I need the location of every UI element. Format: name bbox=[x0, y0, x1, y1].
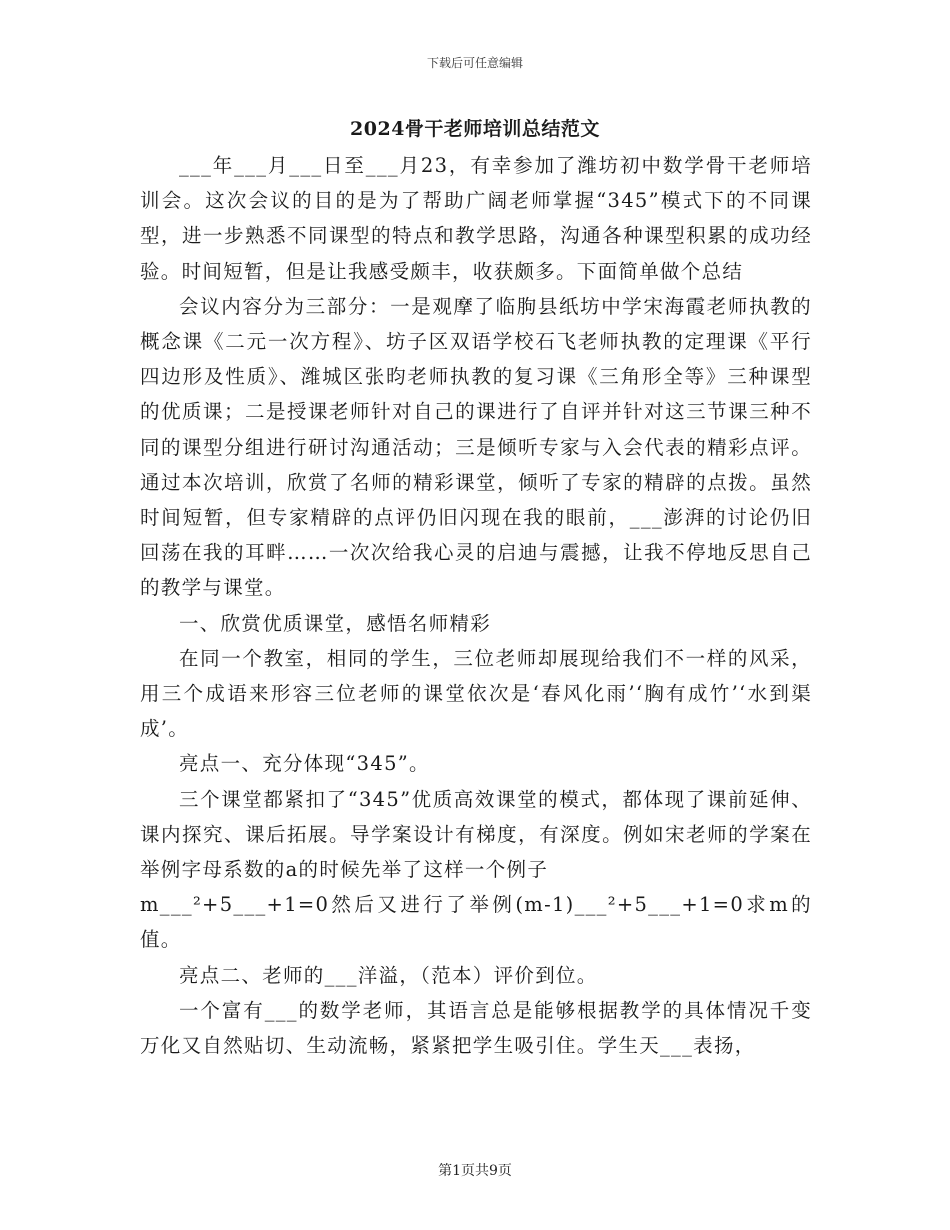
paragraph: 在同一个教室，相同的学生，三位老师却展现给我们不一样的风采，用三个成语来形容三位老师的课堂依次是‘春风化雨’‘胸有成竹’‘水到渠成’。 bbox=[140, 646, 812, 741]
page-number: 第1页共9页 bbox=[438, 1163, 512, 1179]
formula-line: m___²+5___+1=0然后又进行了举例(m-1)___²+5___+1=0求m的值。 bbox=[140, 893, 812, 952]
document-body bbox=[140, 148, 812, 1063]
document-title: 2024骨干老师培训总结范文 bbox=[350, 118, 600, 140]
highlight-heading: 亮点二、老师的___洋溢，（范本）评价到位。 bbox=[179, 963, 598, 987]
paragraph: 一个富有___的数学老师，其语言总是能够根据教学的具体情况千变万化又自然贴切、生动流畅，紧紧把学生吸引住。学生天___表扬， bbox=[140, 998, 812, 1058]
section-heading: 一、欣赏优质课堂，感悟名师精彩 bbox=[179, 611, 492, 635]
paragraph: 会议内容分为三部分：一是观摩了临朐县纸坊中学宋海霞老师执教的概念课《二元一次方程》、坊子区双语学校石飞老师执教的定理课《平行四边形及性质》、潍城区张昀老师执教的复习课《三角形全等》三种课型的优质课；二是授课老师针对自己的课进行了自评并针对这三节课三种不同的课型分组进行研讨沟通活动；三是倾听专家与入会代表的精彩点评。通过本次培训，欣赏了名师的精彩课堂，倾听了专家的精辟的点拨。虽然时间短暂，但专家精辟的点评仍旧闪现在我的眼前，___澎湃的讨论仍旧回荡在我的耳畔……一次次给我心灵的启迪与震撼，让我不停地反思自己的教学与课堂。 bbox=[140, 294, 812, 600]
paragraph: ___年___月___日至___月23，有幸参加了潍坊初中数学骨干老师培训会。这次会议的目的是为了帮助广阔老师掌握“345”模式下的不同课型，进一步熟悉不同课型的特点和教学思路，沟通各种课型积累的成功经验。时间短暂，但是让我感受颇丰，收获颇多。下面简单做个总结 bbox=[140, 154, 812, 283]
header-note: 下载后可任意编辑 bbox=[426, 56, 523, 70]
paragraph: 三个课堂都紧扣了“345”优质高效课堂的模式，都体现了课前延伸、课内探究、课后拓展。导学案设计有梯度，有深度。例如宋老师的学案在举例字母系数的a的时候先举了这样一个例子 bbox=[140, 787, 812, 882]
highlight-heading: 亮点一、充分体现“345”。 bbox=[179, 752, 430, 776]
